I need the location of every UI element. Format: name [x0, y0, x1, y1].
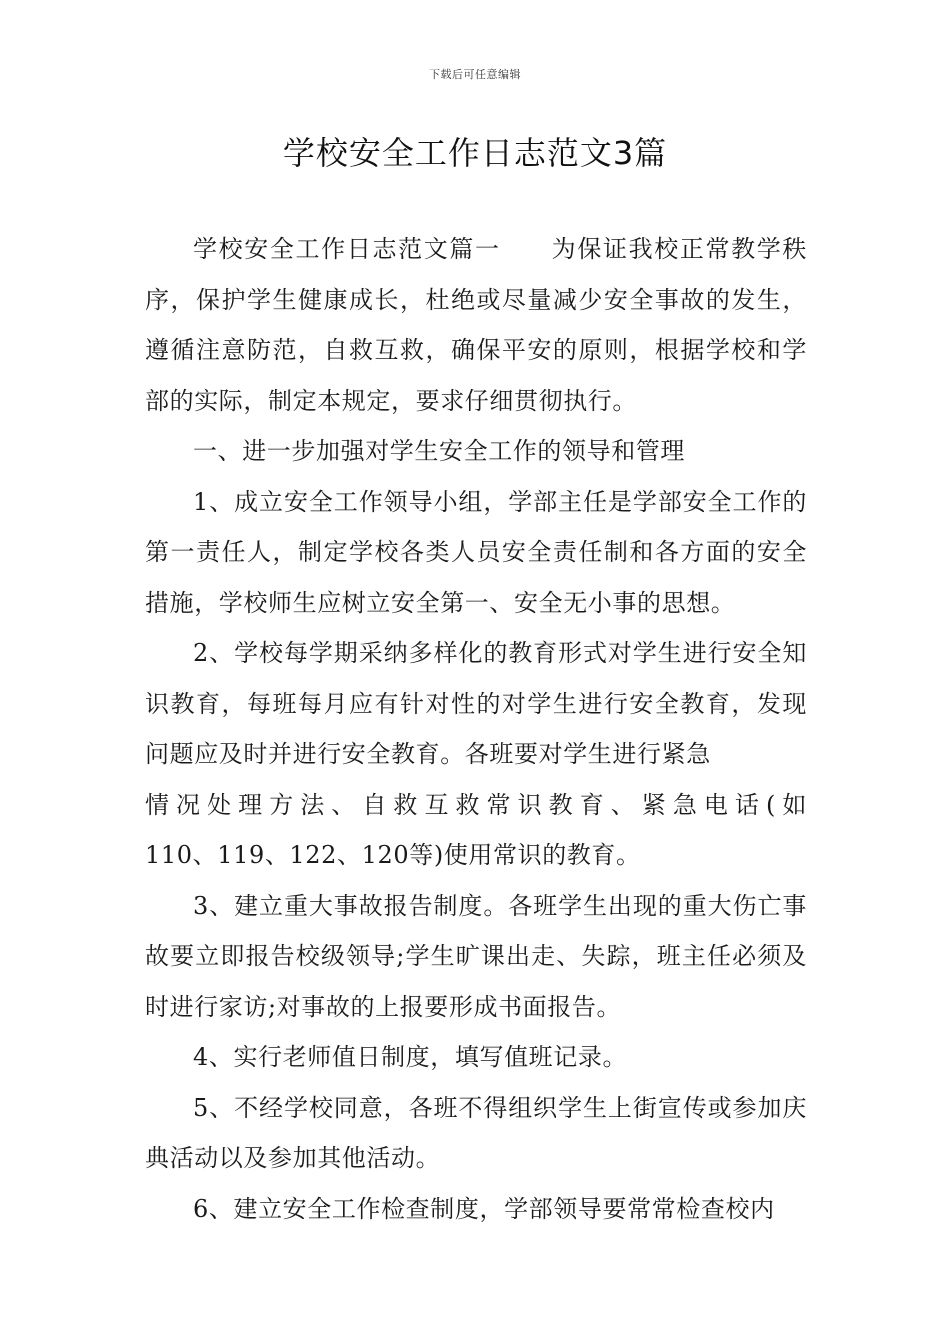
item-2-part-b: 情况处理方法、自救互救常识教育、紧急电话(如 — [145, 790, 807, 819]
document-body — [145, 224, 807, 1234]
item-paragraph-2 — [145, 628, 807, 780]
item-paragraph-6: 6、建立安全工作检查制度，学部领导要常常检查校内 — [193, 1194, 775, 1223]
header-note: 下载后可任意编辑 — [429, 68, 521, 81]
item-2-part-c: 110、119、122、120等)使用常识的教育。 — [145, 841, 641, 869]
item-2-part-a: 2、学校每学期采纳多样化的教育形式对学生进行安全知识教育，每班每月应有针对性的对学生进行安全教育，发现问题应及时并进行安全教育。各班要对学生进行紧急 — [145, 639, 807, 768]
section-heading: 一、进一步加强对学生安全工作的领导和管理 — [193, 437, 685, 465]
intro-body: 为保证我校正常教学秩序，保护学生健康成长，杜绝或尽量减少安全事故的发生，遵循注意防范，自救互救，确保平安的原则，根据学校和学部的实际，制定本规定，要求仔细贯彻执行。 — [145, 235, 808, 415]
item-paragraph-5: 5、不经学校同意，各班不得组织学生上街宣传或参加庆典活动以及参加其他活动。 — [145, 1093, 807, 1172]
item-paragraph-1: 1、成立安全工作领导小组，学部主任是学部安全工作的第一责任人，制定学校各类人员安全责任制和各方面的安全措施，学校师生应树立安全第一、安全无小事的思想。 — [145, 487, 807, 617]
item-paragraph-4: 4、实行老师值日制度，填写值班记录。 — [193, 1043, 628, 1071]
document-title: 学校安全工作日志范文3篇 — [282, 134, 668, 172]
item-paragraph-3: 3、建立重大事故报告制度。各班学生出现的重大伤亡事故要立即报告校级领导;学生旷课出走、失踪，班主任必须及时进行家访;对事故的上报要形成书面报告。 — [145, 891, 807, 1021]
intro-lead: 学校安全工作日志范文篇一 — [193, 235, 501, 263]
item-paragraph-2-line — [145, 780, 807, 831]
intro-paragraph — [145, 224, 807, 426]
item-paragraph-2-end — [145, 830, 807, 881]
